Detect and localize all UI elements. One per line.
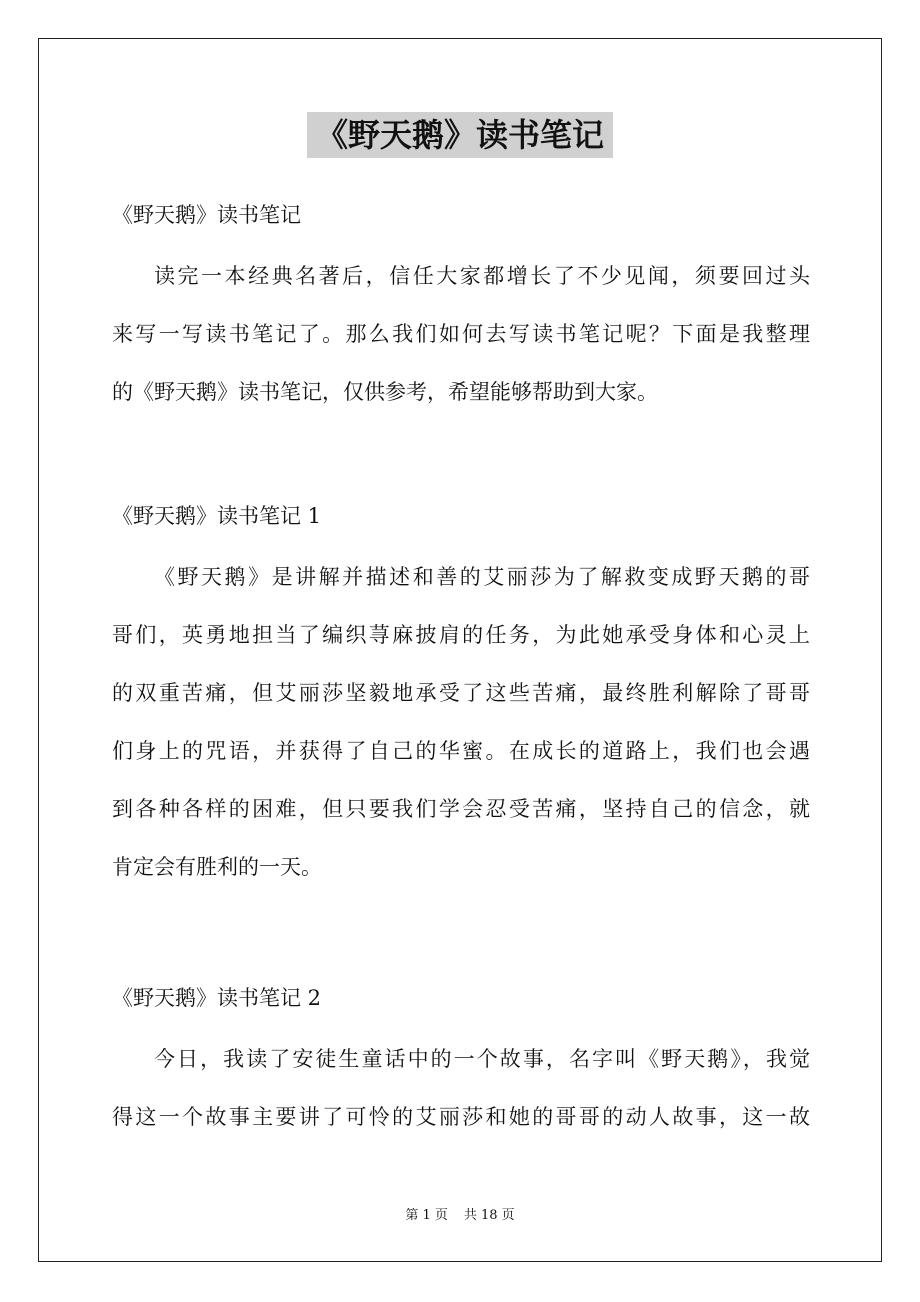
intro-paragraph [112,247,810,421]
intro-line-1: 读完一本经典名著后，信任大家都增长了不少见闻，须要回过头 [154,264,810,288]
section2-heading: 《野天鹅》读书笔记 2 [112,986,322,1010]
section1-line-2: 哥们，英勇地担当了编织荨麻披肩的任务，为此她承受身体和心灵上 [112,623,810,647]
section1-line-6: 肯定会有胜利的一天。 [112,855,322,879]
intro-heading: 《野天鹅》读书笔记 [112,203,301,227]
document-title: 《野天鹅》读书笔记 [307,112,613,158]
section1-line-4: 们身上的咒语，并获得了自己的华蜜。在成长的道路上，我们也会遇 [112,739,810,763]
section2-line-1: 今日，我读了安徒生童话中的一个故事，名字叫《野天鹅》，我觉 [154,1047,810,1071]
page-number: 第 1 页 [405,1208,448,1223]
section1-line-5: 到各种各样的困难，但只要我们学会忍受苦痛，坚持自己的信念，就 [112,797,810,821]
page-footer [0,1206,920,1226]
section1-heading: 《野天鹅》读书笔记 1 [112,504,322,528]
intro-line-3: 的《野天鹅》读书笔记，仅供参考，希望能够帮助到大家。 [112,380,658,404]
section2-paragraph [112,1030,810,1146]
page-total: 共 18 页 [463,1208,515,1223]
section2-line-2: 得这一个故事主要讲了可怜的艾丽莎和她的哥哥的动人故事，这一故 [112,1105,810,1129]
section1-line-1: 《野天鹅》是讲解并描述和善的艾丽莎为了解救变成野天鹅的哥 [154,565,810,589]
section1-line-3: 的双重苦痛，但艾丽莎坚毅地承受了这些苦痛，最终胜利解除了哥哥 [112,681,810,705]
intro-line-2: 来写一写读书笔记了。那么我们如何去写读书笔记呢？下面是我整理 [112,322,810,346]
section1-paragraph [112,548,810,896]
